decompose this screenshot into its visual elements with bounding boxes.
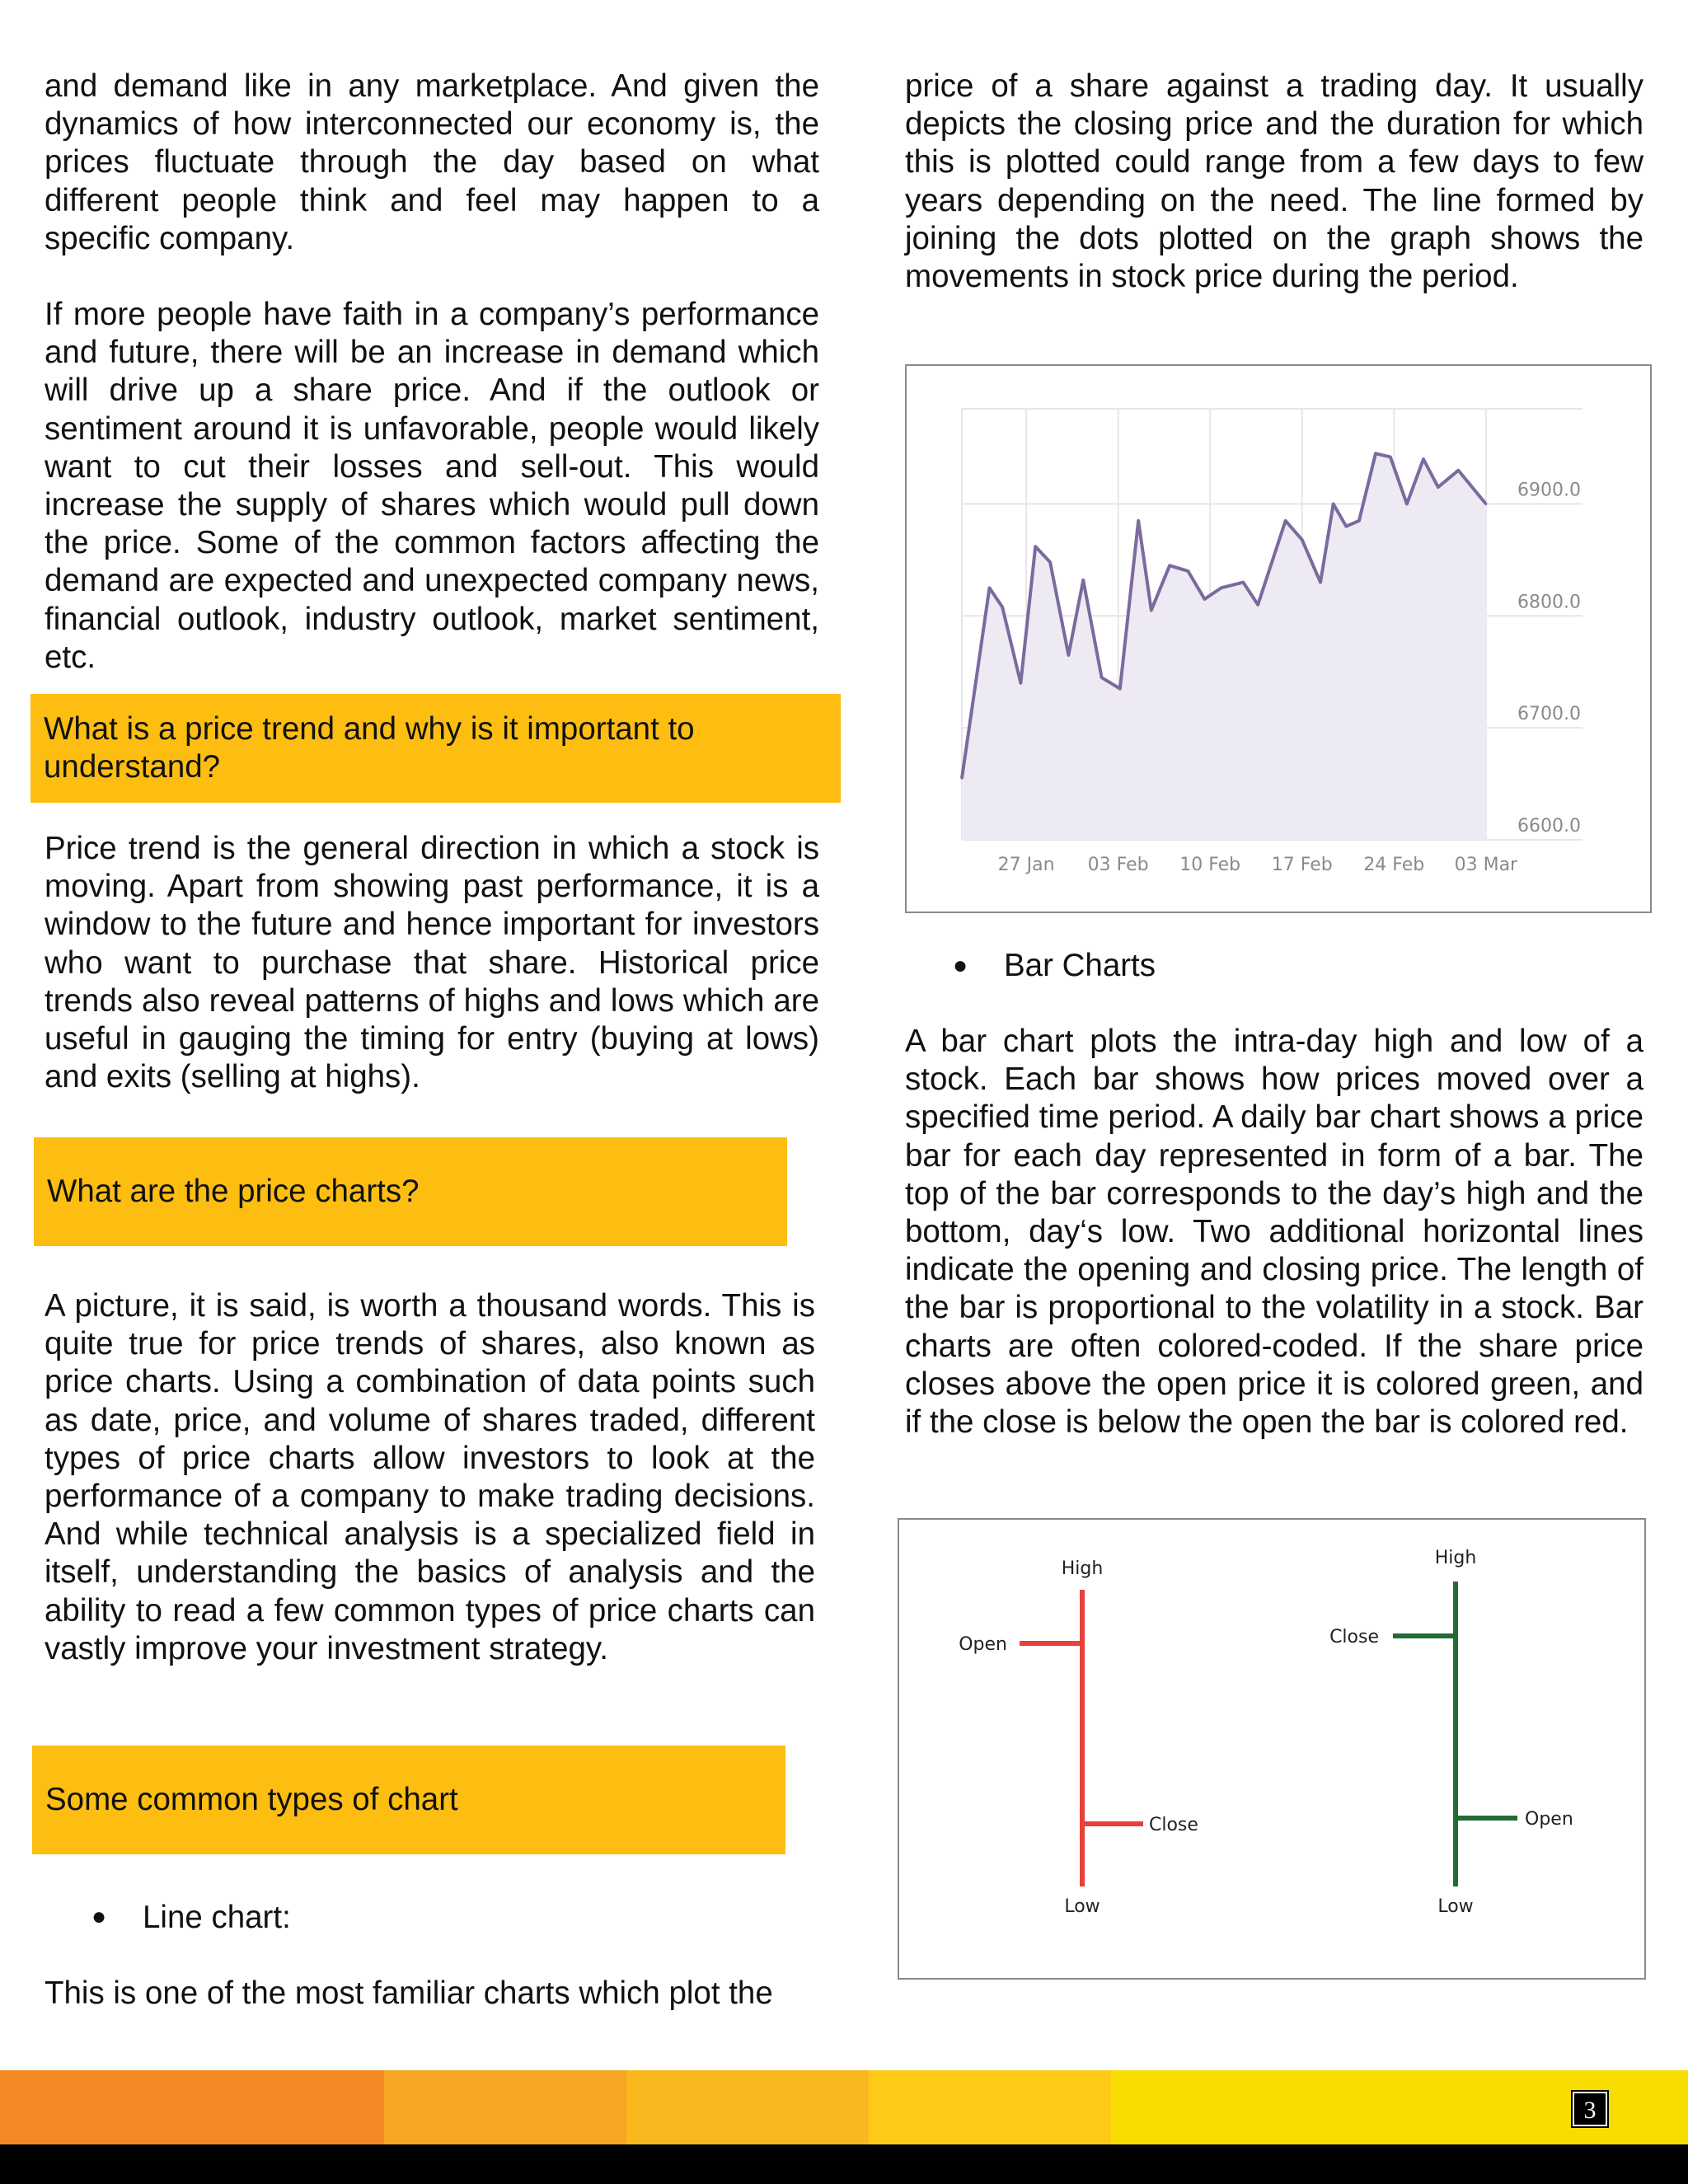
line-chart-frame [905,364,1652,913]
x-tick-label: 17 Feb [1271,855,1333,875]
paragraph: price of a share against a trading day. It usually depicts the closing price and the duration for which this is plotted could range from a few days to few years depending on the need. The line formed by joining the dots plotted on the graph shows the movements in stock price during the period. [905,68,1643,295]
green-close-label: Close [1329,1627,1379,1647]
bullet-icon: ● [953,952,968,979]
data-point [961,777,964,780]
data-point [988,587,991,589]
data-point [1345,525,1348,527]
footer-stripe [626,2070,869,2144]
data-point [1257,603,1259,606]
data-point [1457,469,1460,471]
data-point [1422,458,1424,461]
red-open-label: Open [959,1634,1007,1655]
data-point [1242,581,1245,583]
footer-stripe [869,2070,1111,2144]
left-column [45,68,819,677]
bar-chart-frame [898,1518,1646,1980]
red-close-label: Close [1149,1815,1198,1835]
data-point [1137,519,1140,522]
data-point [1357,519,1360,522]
heading-text: What is a price trend and why is it important to understand? [44,711,695,785]
data-point [1100,677,1103,679]
data-point [1389,456,1391,458]
bullet-item: Bar Charts [1004,948,1156,983]
footer-black-bar [0,2144,1688,2184]
data-point [1187,569,1189,572]
paragraph: A picture, it is said, is worth a thousand words. This is quite true for price trends of shares, also known as price charts. Using a combination of data points such as date, price, and volume of shares traded, different types of price charts allow investors to look at the performance of a company to make trading decisions. And while technical analysis is a specialized field in itself, understanding the basics of analysis and the ability to read a few common types of price charts can vastly improve your investment strategy. [45,1288,815,1666]
green-open-label: Open [1525,1809,1573,1830]
data-point [1020,682,1022,684]
paragraph: and demand like in any marketplace. And given the dynamics of how interconnected our economy is, the prices fluctuate through the day based on what different people think and feel may happen to a specific company. [45,68,819,256]
paragraph: A bar chart plots the intra-day high and low of a stock. Each bar shows how prices moved over a specified time period. A daily bar chart shows a price bar for each day represented in form of a bar. The top of the bar corresponds to the day’s high and the bottom, day‘s low. Two additional horizontal lines indicate the opening and closing price. The length of the bar is proportional to the volatility in a stock. Bar charts are often colored-coded. If the share price closes above the open price it is colored green, and if the close is below the open the bar is colored red. [905,1024,1643,1441]
data-point [1034,546,1037,548]
data-point [1284,519,1287,522]
y-tick-label: 6800.0 [1517,592,1581,613]
data-point [1320,581,1322,583]
section-heading [32,1746,785,1854]
x-tick-label: 03 Mar [1454,855,1518,875]
line-chart [907,366,1650,912]
bullet-icon: ● [91,1903,107,1930]
paragraph: If more people have faith in a company’s performance and future, there will be an increase in demand which will drive up a share price. And if the outlook or sentiment around it is unfavorable, people would likely want to cut their losses and sell-out. This would increase the supply of shares which would pull down the price. Some of the common factors affecting the demand are expected and unexpected company news, financial outlook, industry outlook, market sentiment, etc. [45,297,819,675]
data-point [1301,538,1303,541]
data-point [1118,687,1121,690]
page-number: 3 [1573,2092,1607,2126]
data-point [1405,503,1408,505]
paragraph: This is one of the most familiar charts which plot the [45,1975,773,2011]
data-point [1220,587,1222,589]
x-tick-label: 27 Jan [997,855,1055,875]
paragraph: Price trend is the general direction in which a stock is moving. Apart from showing past performance, it is a window to the future and hence important for investors who want to purchase that share. Historical price trends also reveal patterns of highs and lows which are useful in gauging the timing for entry (buying at lows) and exits (selling at highs). [45,831,819,1095]
data-point [1169,565,1171,567]
data-point [1049,561,1052,564]
bullet-item: Line chart: [143,1900,291,1935]
data-point [1272,559,1274,561]
data-point [1067,654,1070,656]
data-point [1082,579,1085,581]
green-high-label: High [1434,1548,1477,1568]
data-point [1001,606,1004,608]
x-tick-label: 03 Feb [1087,855,1149,875]
section-heading [30,694,841,803]
data-point [1150,609,1152,612]
area-fill [962,453,1486,840]
y-tick-label: 6600.0 [1517,816,1581,837]
x-tick-label: 10 Feb [1179,855,1241,875]
footer-stripe [0,2070,384,2144]
data-point [1332,503,1334,505]
data-point [1203,598,1206,600]
data-point [1374,452,1376,455]
red-high-label: High [1061,1558,1104,1579]
data-point [1437,486,1439,489]
section-heading [34,1137,787,1246]
bar-chart-diagram [899,1520,1644,1978]
heading-text: What are the price charts? [47,1174,420,1209]
red-low-label: Low [1064,1896,1100,1917]
y-tick-label: 6700.0 [1517,704,1581,725]
data-point [1484,503,1487,505]
heading-text: Some common types of chart [45,1782,458,1817]
y-tick-label: 6900.0 [1517,480,1581,501]
green-low-label: Low [1437,1896,1474,1917]
footer-stripe [384,2070,626,2144]
x-tick-label: 24 Feb [1363,855,1425,875]
footer-color-band [0,2070,1688,2144]
